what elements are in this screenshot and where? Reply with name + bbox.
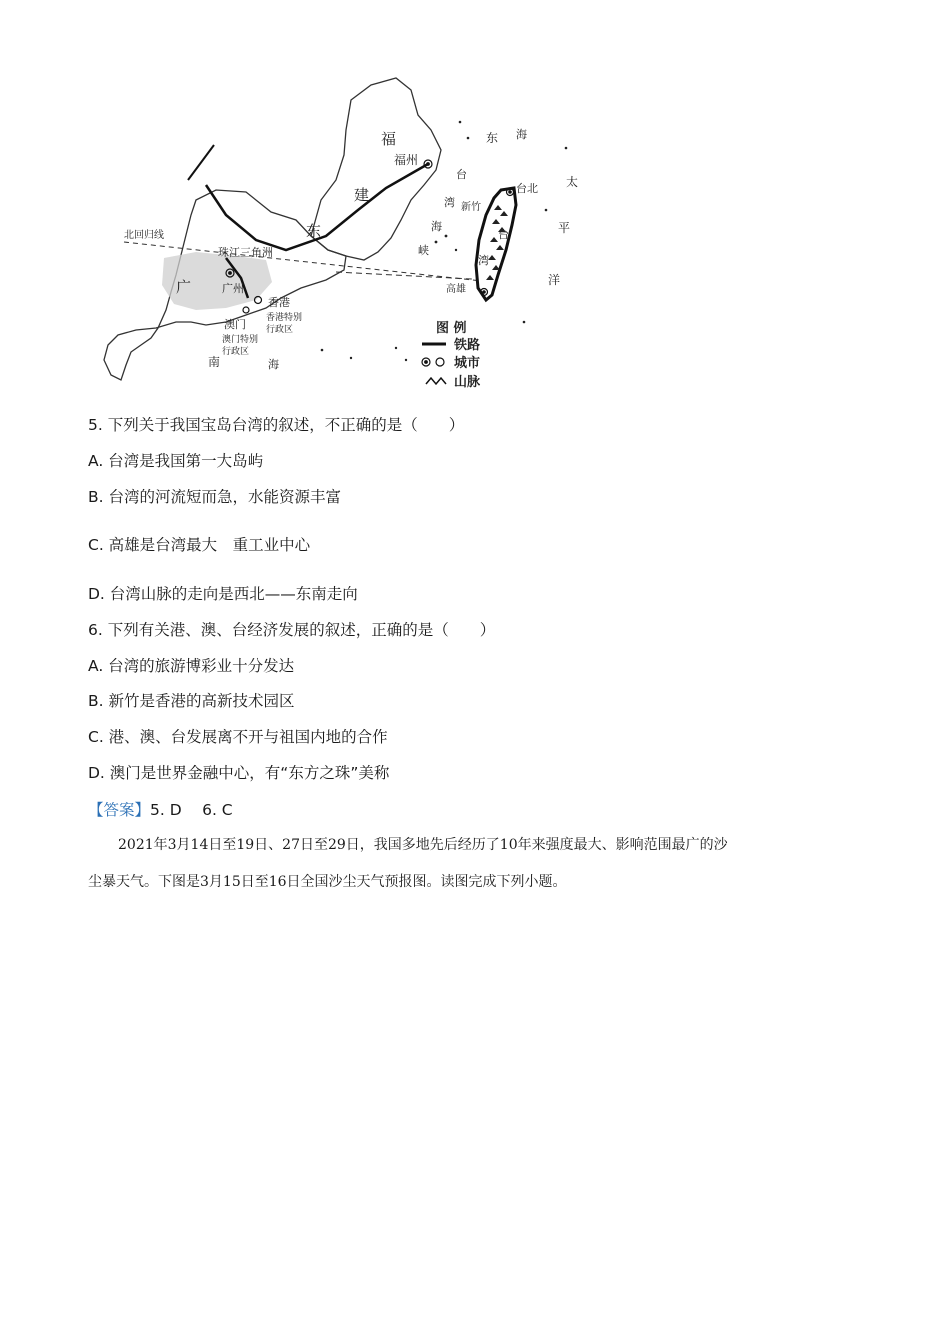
answer-tag: 【答案】	[88, 801, 151, 819]
legend-railway-label: 铁路	[454, 338, 481, 353]
label-east-sea-1: 东	[486, 131, 499, 145]
label-taiwan-2: 湾	[478, 254, 489, 267]
city-markers	[226, 160, 514, 313]
question-5-option-c: C. 高雄是台湾最大 重工业中心	[88, 536, 311, 554]
label-macao: 澳门	[224, 318, 246, 331]
question-5-stem: 5. 下列关于我国宝岛台湾的叙述，不正确的是（ ）	[88, 416, 465, 434]
label-taiwan-1: 台	[498, 228, 509, 241]
label-tropic: 北回归线	[124, 230, 164, 241]
question-6-option-c: C. 港、澳、台发展离不开与祖国内地的合作	[88, 728, 388, 746]
label-mo-sar-1: 澳门特别	[222, 335, 259, 345]
label-fuzhou: 福州	[394, 153, 419, 167]
question-5-option-b: B. 台湾的河流短而急，水能资源丰富	[88, 488, 341, 506]
label-pacific-2: 平	[558, 221, 571, 235]
question-6-option-b: B. 新竹是香港的高新技术园区	[88, 692, 295, 710]
legend-title: 图 例	[436, 321, 467, 336]
taiwan-island	[476, 188, 516, 300]
railway-line-3	[188, 145, 214, 180]
label-strait-2: 湾	[444, 196, 455, 209]
label-hk-sar-1: 香港特别	[266, 313, 303, 323]
legend-mountain-symbol	[426, 378, 446, 384]
legend-mountain-label: 山脉	[454, 375, 481, 390]
label-xinzhu: 新竹	[461, 202, 481, 213]
question-5-option-a: A. 台湾是我国第一大岛屿	[88, 452, 264, 470]
question-6-option-a: A. 台湾的旅游博彩业十分发达	[88, 657, 295, 675]
label-guangzhou: 广州	[222, 282, 244, 295]
label-pacific-3: 洋	[548, 273, 561, 287]
label-hongkong: 香港	[268, 296, 290, 309]
label-pacific-1: 太	[566, 175, 579, 189]
legend-city-label: 城市	[454, 356, 481, 371]
label-guangdong-2: 东	[306, 222, 322, 240]
label-prd: 珠江三角洲	[218, 246, 273, 259]
label-fujian-1: 福	[381, 130, 397, 148]
label-south-sea-1: 南	[208, 355, 221, 369]
label-south-sea-2: 海	[268, 358, 279, 371]
label-hk-sar-2: 行政区	[266, 325, 294, 335]
label-gaoxiong: 高雄	[446, 284, 466, 295]
label-strait-3: 海	[431, 220, 442, 233]
label-fujian-2: 建	[354, 186, 370, 204]
label-strait-1: 台	[456, 168, 467, 181]
question-6-option-d: D. 澳门是世界金融中心，有“东方之珠”美称	[88, 764, 390, 782]
passage-line-2: 尘暴天气。下图是3月15日至16日全国沙尘天气预报图。读图完成下列小题。	[88, 874, 567, 890]
passage-line-1: 2021年3月14日至19日、27日至29日，我国多地先后经历了10年来强度最大、影响范围最广的沙	[118, 837, 728, 853]
label-taibei: 台北	[516, 182, 538, 195]
label-strait-4: 峡	[418, 244, 429, 257]
answer-text: 5. D 6. C	[150, 801, 233, 819]
label-mo-sar-2: 行政区	[222, 347, 250, 357]
question-5-option-d: D. 台湾山脉的走向是西北——东南走向	[88, 585, 358, 603]
map-figure	[96, 60, 596, 395]
label-guangdong-1: 广	[176, 278, 192, 296]
label-east-sea-2: 海	[516, 128, 527, 141]
answer-line	[88, 800, 233, 820]
legend-city-symbol	[422, 358, 444, 366]
map-legend	[422, 320, 481, 390]
question-6-stem: 6. 下列有关港、澳、台经济发展的叙述，正确的是（ ）	[88, 621, 496, 639]
